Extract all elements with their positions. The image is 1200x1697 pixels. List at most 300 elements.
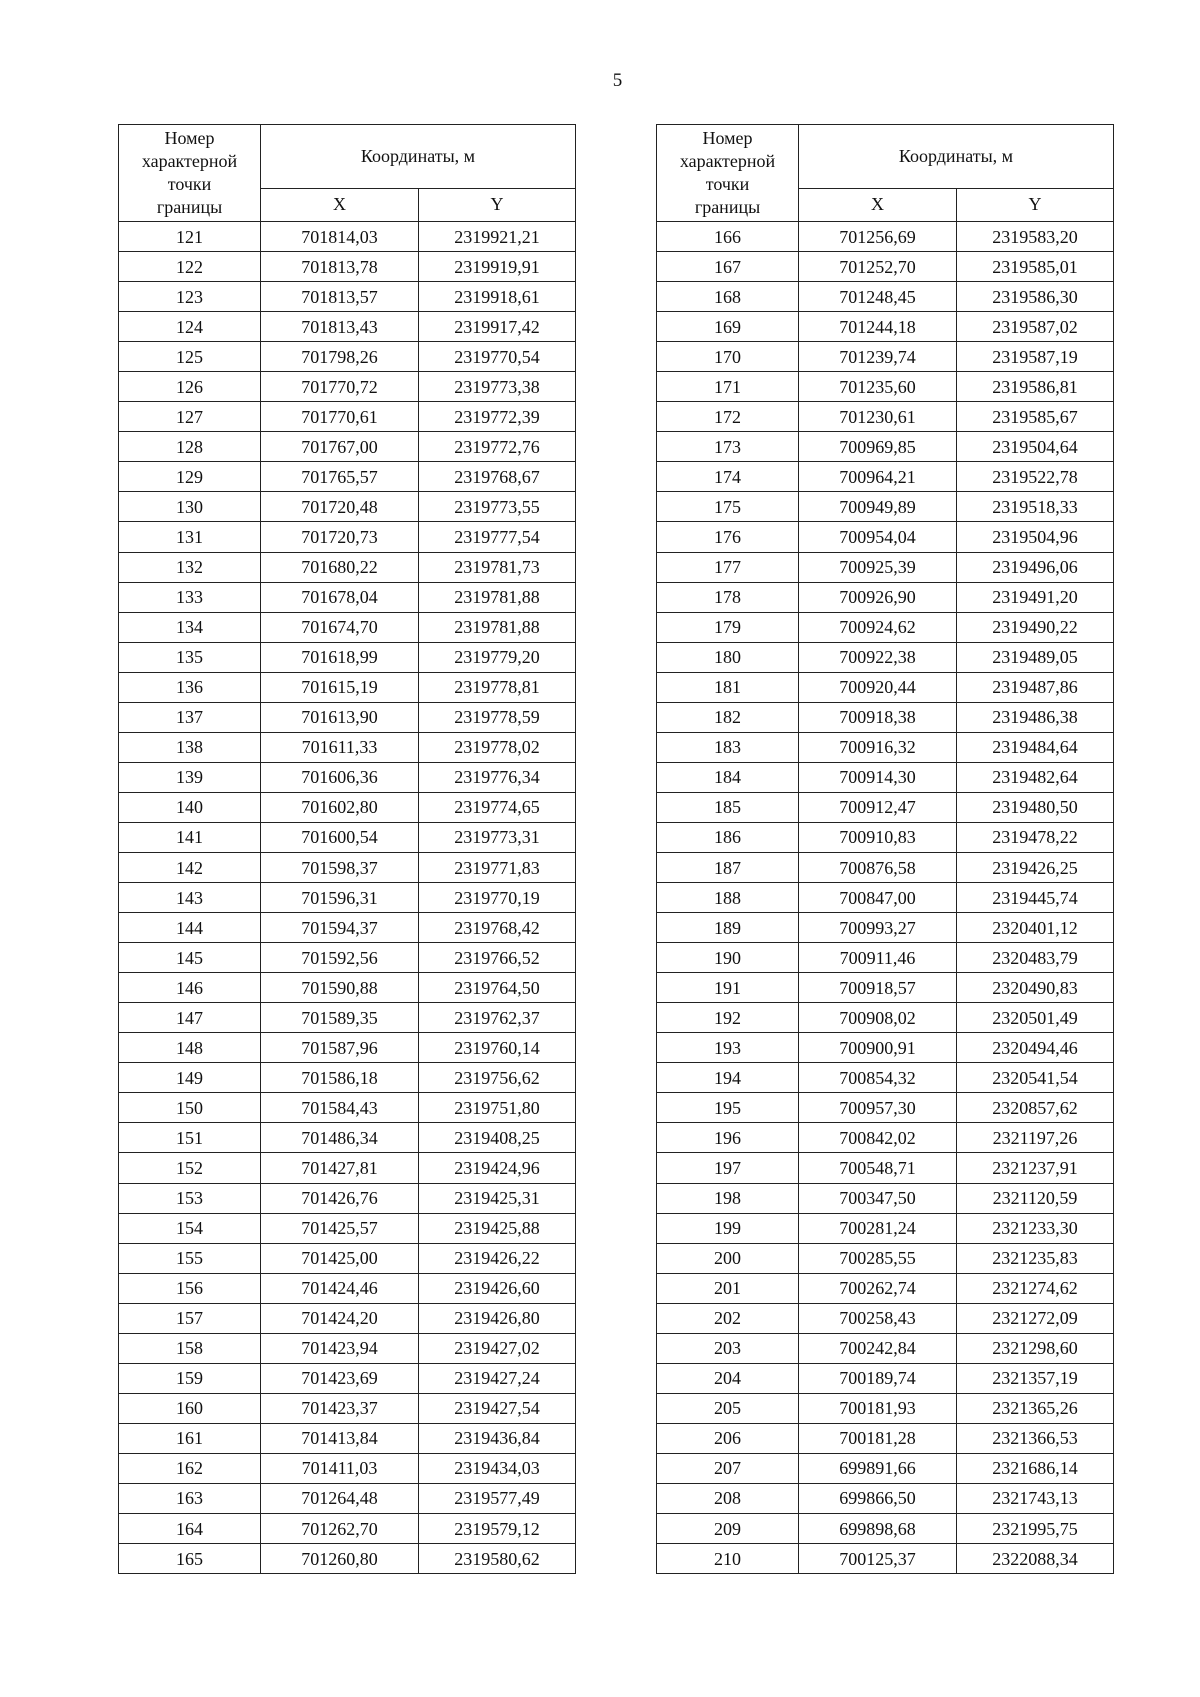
point-number-cell: 127 — [119, 402, 261, 432]
x-coordinate-cell: 701235,60 — [799, 372, 957, 402]
point-number-cell: 134 — [119, 612, 261, 642]
y-coordinate-cell: 2319427,54 — [419, 1393, 576, 1423]
x-coordinate-cell: 700347,50 — [799, 1183, 957, 1213]
table-row — [119, 1363, 576, 1393]
table-row — [119, 672, 576, 702]
point-number-cell: 157 — [119, 1303, 261, 1333]
point-number-cell: 155 — [119, 1243, 261, 1273]
y-coordinate-cell: 2319487,86 — [957, 672, 1114, 702]
y-coordinate-cell: 2319484,64 — [957, 732, 1114, 762]
point-number-cell: 184 — [657, 762, 799, 792]
y-coordinate-cell: 2319522,78 — [957, 462, 1114, 492]
table-row — [657, 1544, 1114, 1574]
table-row — [119, 1243, 576, 1273]
x-coordinate-cell: 701615,19 — [261, 672, 419, 702]
point-number-cell: 126 — [119, 372, 261, 402]
table-row — [657, 943, 1114, 973]
x-coordinate-cell: 700908,02 — [799, 1003, 957, 1033]
y-coordinate-cell: 2321233,30 — [957, 1213, 1114, 1243]
header-coordinates: Координаты, м — [799, 125, 1114, 189]
x-coordinate-cell: 700957,30 — [799, 1093, 957, 1123]
table-row — [657, 1003, 1114, 1033]
table-row — [119, 522, 576, 552]
x-coordinate-cell: 701248,45 — [799, 282, 957, 312]
point-number-cell: 210 — [657, 1544, 799, 1574]
x-coordinate-cell: 701770,61 — [261, 402, 419, 432]
x-coordinate-cell: 701767,00 — [261, 432, 419, 462]
table-row — [657, 1393, 1114, 1423]
table-row — [119, 1333, 576, 1363]
y-coordinate-cell: 2319425,31 — [419, 1183, 576, 1213]
x-coordinate-cell: 701596,31 — [261, 883, 419, 913]
y-coordinate-cell: 2319426,60 — [419, 1273, 576, 1303]
x-coordinate-cell: 701411,03 — [261, 1453, 419, 1483]
x-coordinate-cell: 701613,90 — [261, 702, 419, 732]
point-number-cell: 203 — [657, 1333, 799, 1363]
y-coordinate-cell: 2319587,02 — [957, 312, 1114, 342]
point-number-cell: 183 — [657, 732, 799, 762]
x-coordinate-cell: 701244,18 — [799, 312, 957, 342]
table-row — [119, 1003, 576, 1033]
y-coordinate-cell: 2319756,62 — [419, 1063, 576, 1093]
y-coordinate-cell: 2319425,88 — [419, 1213, 576, 1243]
point-number-cell: 209 — [657, 1514, 799, 1544]
x-coordinate-cell: 700925,39 — [799, 552, 957, 582]
point-number-cell: 181 — [657, 672, 799, 702]
point-number-cell: 167 — [657, 252, 799, 282]
table-row — [657, 1333, 1114, 1363]
x-coordinate-cell: 701598,37 — [261, 852, 419, 882]
y-coordinate-cell: 2319778,02 — [419, 732, 576, 762]
x-coordinate-cell: 700181,28 — [799, 1423, 957, 1453]
point-number-cell: 189 — [657, 913, 799, 943]
point-number-cell: 162 — [119, 1453, 261, 1483]
x-coordinate-cell: 700949,89 — [799, 492, 957, 522]
table-row — [119, 402, 576, 432]
table-row — [657, 822, 1114, 852]
x-coordinate-cell: 701680,22 — [261, 552, 419, 582]
x-coordinate-cell: 701765,57 — [261, 462, 419, 492]
point-number-cell: 122 — [119, 252, 261, 282]
table-row — [119, 1423, 576, 1453]
x-coordinate-cell: 700918,57 — [799, 973, 957, 1003]
table-row — [657, 1483, 1114, 1513]
point-number-cell: 185 — [657, 792, 799, 822]
x-coordinate-cell: 701611,33 — [261, 732, 419, 762]
table-row — [657, 762, 1114, 792]
point-number-cell: 178 — [657, 582, 799, 612]
y-coordinate-cell: 2319768,42 — [419, 913, 576, 943]
point-number-cell: 177 — [657, 552, 799, 582]
y-coordinate-cell: 2321365,26 — [957, 1393, 1114, 1423]
y-coordinate-cell: 2319917,42 — [419, 312, 576, 342]
point-number-cell: 192 — [657, 1003, 799, 1033]
y-coordinate-cell: 2319918,61 — [419, 282, 576, 312]
table-row — [119, 432, 576, 462]
point-number-cell: 124 — [119, 312, 261, 342]
table-row — [657, 1303, 1114, 1333]
point-number-cell: 154 — [119, 1213, 261, 1243]
x-coordinate-cell: 700281,24 — [799, 1213, 957, 1243]
point-number-cell: 146 — [119, 973, 261, 1003]
point-number-cell: 168 — [657, 282, 799, 312]
y-coordinate-cell: 2319778,59 — [419, 702, 576, 732]
coordinates-table-right — [656, 124, 1114, 1574]
table-row — [119, 913, 576, 943]
point-number-cell: 190 — [657, 943, 799, 973]
table-row — [119, 1273, 576, 1303]
x-coordinate-cell: 700912,47 — [799, 792, 957, 822]
point-number-cell: 140 — [119, 792, 261, 822]
y-coordinate-cell: 2319579,12 — [419, 1514, 576, 1544]
table-row — [657, 372, 1114, 402]
y-coordinate-cell: 2321274,62 — [957, 1273, 1114, 1303]
y-coordinate-cell: 2319921,21 — [419, 222, 576, 252]
table-row — [657, 702, 1114, 732]
y-coordinate-cell: 2319436,84 — [419, 1423, 576, 1453]
y-coordinate-cell: 2319772,39 — [419, 402, 576, 432]
y-coordinate-cell: 2319424,96 — [419, 1153, 576, 1183]
y-coordinate-cell: 2319762,37 — [419, 1003, 576, 1033]
point-number-cell: 205 — [657, 1393, 799, 1423]
table-row — [119, 1033, 576, 1063]
table-row — [119, 582, 576, 612]
y-coordinate-cell: 2321272,09 — [957, 1303, 1114, 1333]
point-number-cell: 130 — [119, 492, 261, 522]
x-coordinate-cell: 701486,34 — [261, 1123, 419, 1153]
table-row — [657, 462, 1114, 492]
y-coordinate-cell: 2319577,49 — [419, 1483, 576, 1513]
y-coordinate-cell: 2319490,22 — [957, 612, 1114, 642]
y-coordinate-cell: 2319772,76 — [419, 432, 576, 462]
x-coordinate-cell: 701813,57 — [261, 282, 419, 312]
x-coordinate-cell: 701720,48 — [261, 492, 419, 522]
table-row — [119, 1483, 576, 1513]
y-coordinate-cell: 2319445,74 — [957, 883, 1114, 913]
y-coordinate-cell: 2319480,50 — [957, 792, 1114, 822]
y-coordinate-cell: 2319585,67 — [957, 402, 1114, 432]
y-coordinate-cell: 2319486,38 — [957, 702, 1114, 732]
point-number-cell: 137 — [119, 702, 261, 732]
x-coordinate-cell: 701798,26 — [261, 342, 419, 372]
x-coordinate-cell: 701425,57 — [261, 1213, 419, 1243]
y-coordinate-cell: 2319766,52 — [419, 943, 576, 973]
table-row — [119, 462, 576, 492]
y-coordinate-cell: 2319482,64 — [957, 762, 1114, 792]
x-coordinate-cell: 701423,94 — [261, 1333, 419, 1363]
table-row — [119, 612, 576, 642]
x-coordinate-cell: 701813,78 — [261, 252, 419, 282]
table-row — [657, 312, 1114, 342]
y-coordinate-cell: 2319580,62 — [419, 1544, 576, 1574]
table-row — [119, 1213, 576, 1243]
table-row — [657, 913, 1114, 943]
x-coordinate-cell: 700258,43 — [799, 1303, 957, 1333]
x-coordinate-cell: 701589,35 — [261, 1003, 419, 1033]
point-number-cell: 186 — [657, 822, 799, 852]
table-row — [657, 282, 1114, 312]
table-row — [657, 582, 1114, 612]
page-number: 5 — [612, 70, 623, 91]
point-number-cell: 206 — [657, 1423, 799, 1453]
table-row — [119, 1093, 576, 1123]
y-coordinate-cell: 2322088,34 — [957, 1544, 1114, 1574]
x-coordinate-cell: 701426,76 — [261, 1183, 419, 1213]
table-row — [119, 792, 576, 822]
x-coordinate-cell: 700911,46 — [799, 943, 957, 973]
table-row — [119, 342, 576, 372]
x-coordinate-cell: 701814,03 — [261, 222, 419, 252]
table-row — [119, 943, 576, 973]
y-coordinate-cell: 2320857,62 — [957, 1093, 1114, 1123]
table-row — [119, 1303, 576, 1333]
y-coordinate-cell: 2321366,53 — [957, 1423, 1114, 1453]
header-x: X — [799, 188, 957, 221]
table-row — [657, 672, 1114, 702]
x-coordinate-cell: 700922,38 — [799, 642, 957, 672]
x-coordinate-cell: 699866,50 — [799, 1483, 957, 1513]
y-coordinate-cell: 2319777,54 — [419, 522, 576, 552]
y-coordinate-cell: 2319587,19 — [957, 342, 1114, 372]
table-row — [119, 252, 576, 282]
point-number-cell: 152 — [119, 1153, 261, 1183]
point-number-cell: 208 — [657, 1483, 799, 1513]
point-number-cell: 175 — [657, 492, 799, 522]
table-row — [119, 642, 576, 672]
point-number-cell: 194 — [657, 1063, 799, 1093]
table-row — [119, 552, 576, 582]
table-row — [657, 1153, 1114, 1183]
point-number-cell: 139 — [119, 762, 261, 792]
point-number-cell: 121 — [119, 222, 261, 252]
x-coordinate-cell: 700914,30 — [799, 762, 957, 792]
y-coordinate-cell: 2320494,46 — [957, 1033, 1114, 1063]
x-coordinate-cell: 701602,80 — [261, 792, 419, 822]
x-coordinate-cell: 700924,62 — [799, 612, 957, 642]
y-coordinate-cell: 2319778,81 — [419, 672, 576, 702]
x-coordinate-cell: 700125,37 — [799, 1544, 957, 1574]
table-row — [657, 432, 1114, 462]
point-number-cell: 151 — [119, 1123, 261, 1153]
table-row — [657, 883, 1114, 913]
x-coordinate-cell: 701230,61 — [799, 402, 957, 432]
header-x: X — [261, 188, 419, 221]
point-number-cell: 133 — [119, 582, 261, 612]
table-row — [657, 642, 1114, 672]
header-y: Y — [957, 188, 1114, 221]
y-coordinate-cell: 2319586,30 — [957, 282, 1114, 312]
table-row — [119, 1514, 576, 1544]
table-row — [657, 1453, 1114, 1483]
x-coordinate-cell: 701424,20 — [261, 1303, 419, 1333]
table-row — [657, 492, 1114, 522]
y-coordinate-cell: 2319919,91 — [419, 252, 576, 282]
table-row — [119, 822, 576, 852]
point-number-cell: 144 — [119, 913, 261, 943]
y-coordinate-cell: 2319504,64 — [957, 432, 1114, 462]
table-row — [657, 1033, 1114, 1063]
table-row — [119, 762, 576, 792]
point-number-cell: 198 — [657, 1183, 799, 1213]
y-coordinate-cell: 2320401,12 — [957, 913, 1114, 943]
coordinates-table-left — [118, 124, 576, 1574]
x-coordinate-cell: 701262,70 — [261, 1514, 419, 1544]
x-coordinate-cell: 700181,93 — [799, 1393, 957, 1423]
table-row — [119, 1393, 576, 1423]
point-number-cell: 195 — [657, 1093, 799, 1123]
y-coordinate-cell: 2319768,67 — [419, 462, 576, 492]
x-coordinate-cell: 701813,43 — [261, 312, 419, 342]
y-coordinate-cell: 2321237,91 — [957, 1153, 1114, 1183]
y-coordinate-cell: 2319760,14 — [419, 1033, 576, 1063]
x-coordinate-cell: 700847,00 — [799, 883, 957, 913]
point-number-cell: 204 — [657, 1363, 799, 1393]
y-coordinate-cell: 2319583,20 — [957, 222, 1114, 252]
point-number-cell: 128 — [119, 432, 261, 462]
x-coordinate-cell: 700842,02 — [799, 1123, 957, 1153]
y-coordinate-cell: 2319773,38 — [419, 372, 576, 402]
x-coordinate-cell: 701587,96 — [261, 1033, 419, 1063]
x-coordinate-cell: 700548,71 — [799, 1153, 957, 1183]
point-number-cell: 136 — [119, 672, 261, 702]
x-coordinate-cell: 700920,44 — [799, 672, 957, 702]
point-number-cell: 179 — [657, 612, 799, 642]
y-coordinate-cell: 2321686,14 — [957, 1453, 1114, 1483]
point-number-cell: 156 — [119, 1273, 261, 1303]
point-number-cell: 191 — [657, 973, 799, 1003]
table-row — [119, 1544, 576, 1574]
point-number-cell: 132 — [119, 552, 261, 582]
y-coordinate-cell: 2321357,19 — [957, 1363, 1114, 1393]
point-number-cell: 187 — [657, 852, 799, 882]
point-number-cell: 170 — [657, 342, 799, 372]
y-coordinate-cell: 2320541,54 — [957, 1063, 1114, 1093]
point-number-cell: 159 — [119, 1363, 261, 1393]
point-number-cell: 147 — [119, 1003, 261, 1033]
point-number-cell: 153 — [119, 1183, 261, 1213]
table-row — [657, 1423, 1114, 1453]
y-coordinate-cell: 2319426,22 — [419, 1243, 576, 1273]
table-row — [119, 852, 576, 882]
point-number-cell: 169 — [657, 312, 799, 342]
point-number-cell: 131 — [119, 522, 261, 552]
y-coordinate-cell: 2319773,55 — [419, 492, 576, 522]
point-number-cell: 129 — [119, 462, 261, 492]
point-number-cell: 182 — [657, 702, 799, 732]
x-coordinate-cell: 700900,91 — [799, 1033, 957, 1063]
x-coordinate-cell: 701239,74 — [799, 342, 957, 372]
x-coordinate-cell: 701260,80 — [261, 1544, 419, 1574]
point-number-cell: 173 — [657, 432, 799, 462]
y-coordinate-cell: 2319771,83 — [419, 852, 576, 882]
y-coordinate-cell: 2321743,13 — [957, 1483, 1114, 1513]
x-coordinate-cell: 700916,32 — [799, 732, 957, 762]
y-coordinate-cell: 2319770,19 — [419, 883, 576, 913]
y-coordinate-cell: 2319496,06 — [957, 552, 1114, 582]
point-number-cell: 164 — [119, 1514, 261, 1544]
x-coordinate-cell: 701770,72 — [261, 372, 419, 402]
table-row — [657, 222, 1114, 252]
table-row — [657, 1243, 1114, 1273]
x-coordinate-cell: 701427,81 — [261, 1153, 419, 1183]
table-row — [119, 732, 576, 762]
x-coordinate-cell: 700964,21 — [799, 462, 957, 492]
x-coordinate-cell: 701423,37 — [261, 1393, 419, 1423]
y-coordinate-cell: 2319491,20 — [957, 582, 1114, 612]
y-coordinate-cell: 2321235,83 — [957, 1243, 1114, 1273]
table-row — [657, 1273, 1114, 1303]
y-coordinate-cell: 2319751,80 — [419, 1093, 576, 1123]
table-row — [119, 282, 576, 312]
table-body — [657, 222, 1114, 1574]
y-coordinate-cell: 2319518,33 — [957, 492, 1114, 522]
point-number-cell: 180 — [657, 642, 799, 672]
y-coordinate-cell: 2319773,31 — [419, 822, 576, 852]
table-row — [657, 1363, 1114, 1393]
point-number-cell: 160 — [119, 1393, 261, 1423]
x-coordinate-cell: 700189,74 — [799, 1363, 957, 1393]
y-coordinate-cell: 2319781,73 — [419, 552, 576, 582]
point-number-cell: 141 — [119, 822, 261, 852]
y-coordinate-cell: 2319504,96 — [957, 522, 1114, 552]
header-point-number: Номер характерной точки границы — [119, 125, 261, 222]
table-row — [657, 1123, 1114, 1153]
point-number-cell: 193 — [657, 1033, 799, 1063]
table-row — [657, 1183, 1114, 1213]
x-coordinate-cell: 699898,68 — [799, 1514, 957, 1544]
point-number-cell: 196 — [657, 1123, 799, 1153]
table-row — [657, 1514, 1114, 1544]
point-number-cell: 123 — [119, 282, 261, 312]
x-coordinate-cell: 701606,36 — [261, 762, 419, 792]
point-number-cell: 148 — [119, 1033, 261, 1063]
table-row — [119, 1183, 576, 1213]
x-coordinate-cell: 701423,69 — [261, 1363, 419, 1393]
point-number-cell: 138 — [119, 732, 261, 762]
x-coordinate-cell: 701413,84 — [261, 1423, 419, 1453]
y-coordinate-cell: 2319478,22 — [957, 822, 1114, 852]
table-row — [657, 792, 1114, 822]
point-number-cell: 161 — [119, 1423, 261, 1453]
point-number-cell: 142 — [119, 852, 261, 882]
y-coordinate-cell: 2319781,88 — [419, 582, 576, 612]
x-coordinate-cell: 701590,88 — [261, 973, 419, 1003]
table-row — [119, 702, 576, 732]
y-coordinate-cell: 2319779,20 — [419, 642, 576, 672]
table-row — [657, 552, 1114, 582]
x-coordinate-cell: 701678,04 — [261, 582, 419, 612]
y-coordinate-cell: 2319434,03 — [419, 1453, 576, 1483]
table-row — [119, 1063, 576, 1093]
point-number-cell: 174 — [657, 462, 799, 492]
table-row — [119, 1123, 576, 1153]
x-coordinate-cell: 701674,70 — [261, 612, 419, 642]
table-row — [119, 492, 576, 522]
point-number-cell: 163 — [119, 1483, 261, 1513]
x-coordinate-cell: 700242,84 — [799, 1333, 957, 1363]
y-coordinate-cell: 2319770,54 — [419, 342, 576, 372]
y-coordinate-cell: 2320490,83 — [957, 973, 1114, 1003]
point-number-cell: 197 — [657, 1153, 799, 1183]
point-number-cell: 202 — [657, 1303, 799, 1333]
table-row — [657, 1063, 1114, 1093]
point-number-cell: 150 — [119, 1093, 261, 1123]
point-number-cell: 199 — [657, 1213, 799, 1243]
x-coordinate-cell: 700910,83 — [799, 822, 957, 852]
y-coordinate-cell: 2321298,60 — [957, 1333, 1114, 1363]
table-row — [119, 973, 576, 1003]
x-coordinate-cell: 699891,66 — [799, 1453, 957, 1483]
